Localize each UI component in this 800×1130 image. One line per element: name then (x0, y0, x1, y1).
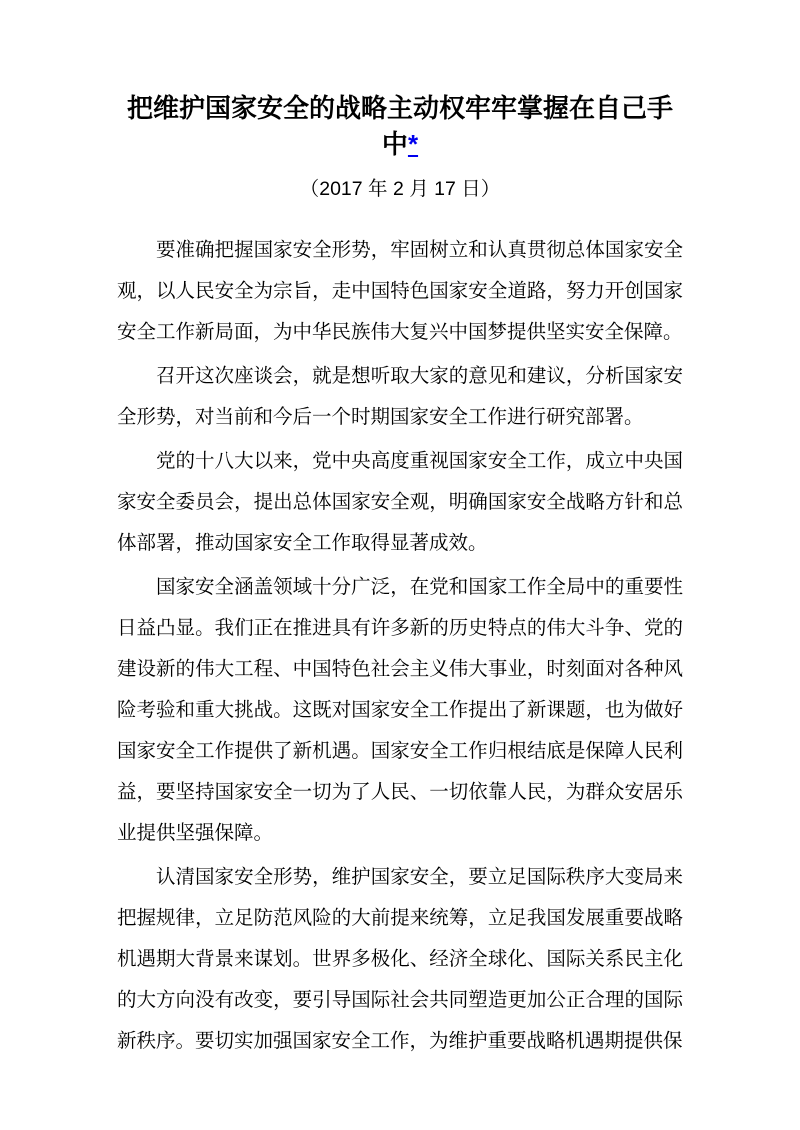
document-body (117, 230, 683, 1062)
document-title (117, 90, 683, 162)
document-title-text: 把维护国家安全的战略主动权牢牢掌握在自己手中 (126, 93, 673, 159)
paragraph-4: 国家安全涵盖领域十分广泛，在党和国家工作全局中的重要性日益凸显。我们正在推进具有许多新的历史特点的伟大斗争、党的建设新的伟大工程、中国特色社会主义伟大事业，时刻面对各种风险考验和重大挑战。这既对国家安全工作提出了新课题，也为做好国家安全工作提供了新机遇。国家安全工作归根结底是保障人民利益，要坚持国家安全一切为了人民、一切依靠人民，为群众安居乐业提供坚强保障。 (117, 576, 683, 844)
footnote-link[interactable]: * (407, 129, 419, 159)
document-date: （2017 年 2 月 17 日） (299, 178, 501, 200)
paragraph-1: 要准确把握国家安全形势，牢固树立和认真贯彻总体国家安全观，以人民安全为宗旨，走中国特色国家安全道路，努力开创国家安全工作新局面，为中华民族伟大复兴中国梦提供坚实安全保障。 (117, 239, 683, 343)
paragraph-2: 召开这次座谈会，就是想听取大家的意见和建议，分析国家安全形势，对当前和今后一个时期国家安全工作进行研究部署。 (117, 365, 683, 428)
paragraph-5: 认清国家安全形势，维护国家安全，要立足国际秩序大变局来把握规律，立足防范风险的大前提来统筹，立足我国发展重要战略机遇期大背景来谋划。世界多极化、经济全球化、国际关系民主化的大方向没有改变，要引导国际社会共同塑造更加公正合理的国际新秩序。要切实加强国家安全工作，为维护重要战略机遇期提供保 (117, 866, 683, 1052)
paragraph-3: 党的十八大以来，党中央高度重视国家安全工作，成立中央国家安全委员会，提出总体国家安全观，明确国家安全战略方针和总体部署，推动国家安全工作取得显著成效。 (117, 450, 683, 554)
